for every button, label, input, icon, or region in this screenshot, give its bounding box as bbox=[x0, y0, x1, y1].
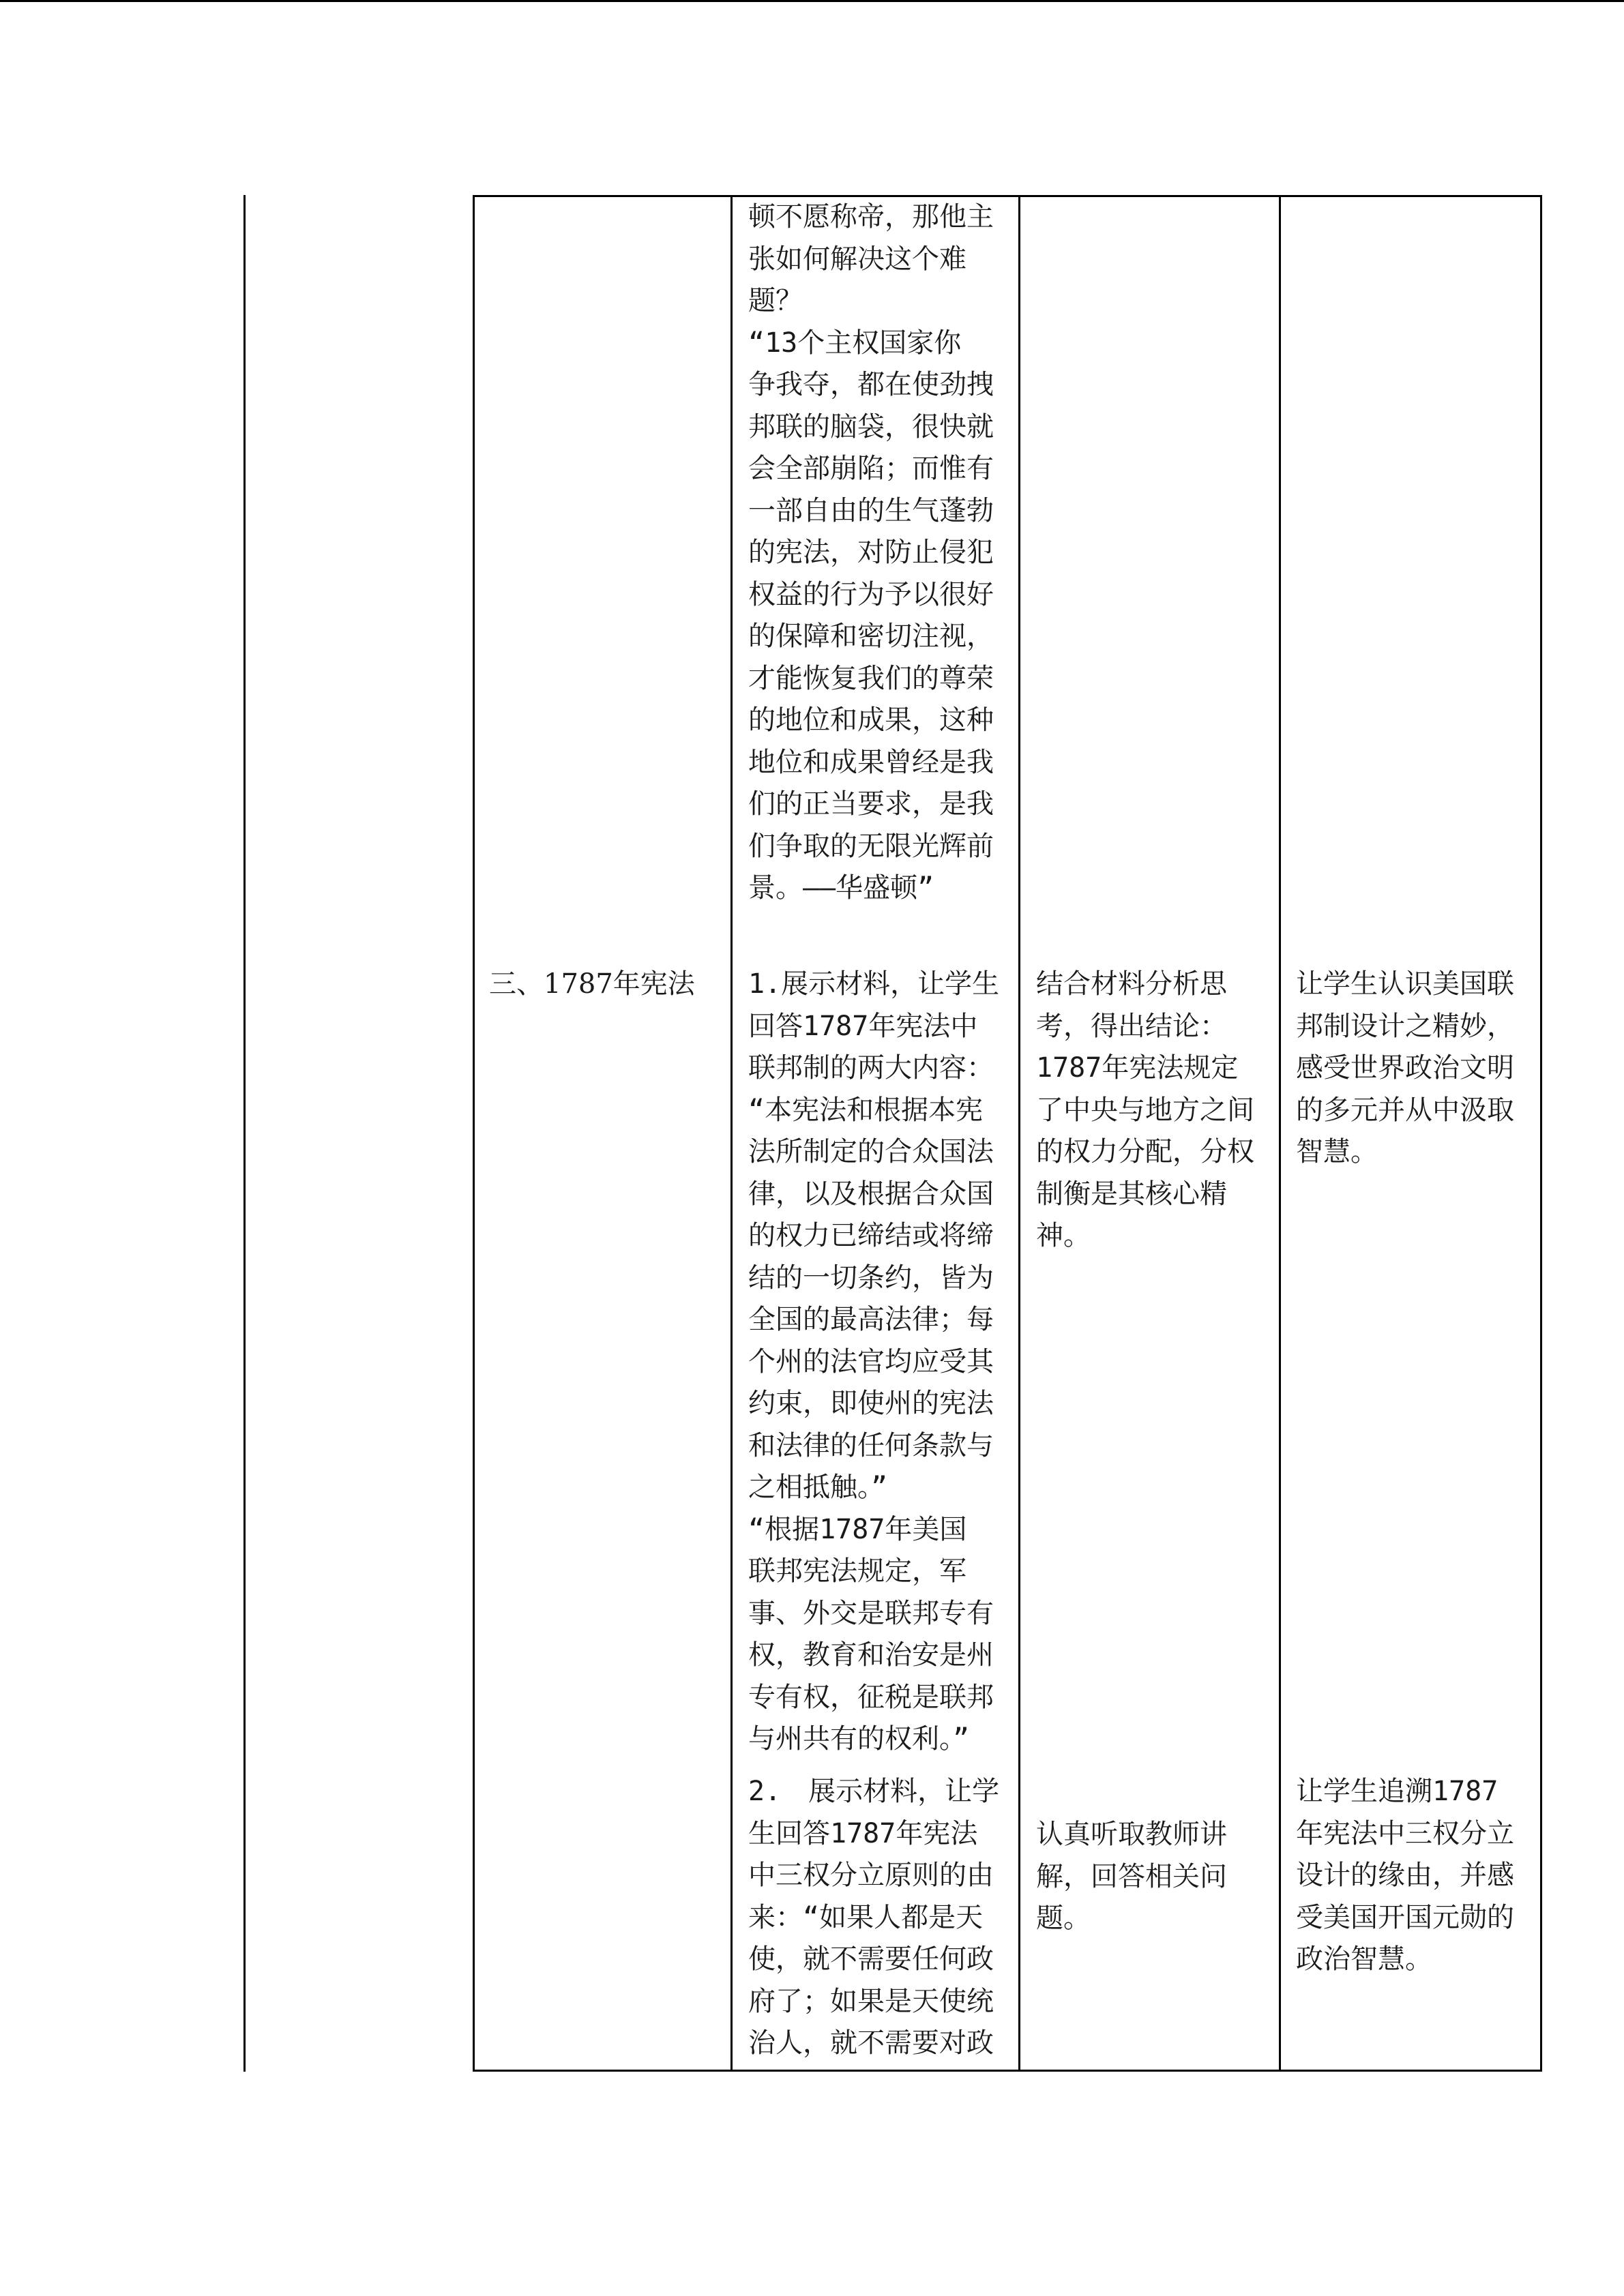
text-line: 全国的最高法律；每 bbox=[748, 1304, 994, 1335]
table-top-border bbox=[473, 195, 1542, 197]
text-line: 1787年宪法规定 bbox=[1036, 1052, 1239, 1084]
text-line: 们的正当要求，是我 bbox=[748, 788, 994, 820]
text-line: 地位和成果曾经是我 bbox=[748, 746, 994, 778]
text-line: 受美国开国元勋的 bbox=[1296, 1901, 1514, 1933]
text-line: 使，就不需要任何政 bbox=[748, 1943, 994, 1975]
text-line: 约束，即使州的宪法 bbox=[748, 1388, 994, 1419]
text-line: 的权力已缔结或将缔 bbox=[748, 1220, 994, 1251]
text-line: “本宪法和根据本宪 bbox=[748, 1094, 984, 1126]
text-line: 才能恢复我们的尊荣 bbox=[748, 662, 994, 694]
purpose-activity-1-text bbox=[1296, 964, 1514, 1174]
text-line: 之相抵触。” bbox=[748, 1472, 888, 1503]
text-line: 法所制定的合众国法 bbox=[748, 1136, 994, 1167]
column-divider-purpose bbox=[1279, 195, 1281, 2072]
text-line: 府了；如果是天使统 bbox=[748, 1985, 994, 2017]
text-line: 年宪法中三权分立 bbox=[1296, 1817, 1514, 1849]
column-divider-teacher bbox=[730, 195, 733, 2072]
text-line: 回答1787年宪法中 bbox=[748, 1010, 978, 1042]
text-line: 结的一切条约，皆为 bbox=[748, 1262, 994, 1294]
text-line: 智慧。 bbox=[1296, 1136, 1378, 1167]
text-line: 神。 bbox=[1036, 1220, 1091, 1251]
text-line: 的宪法，对防止侵犯 bbox=[748, 537, 994, 568]
table-right-border bbox=[1540, 195, 1542, 2072]
text-line: 一部自由的生气蓬勃 bbox=[748, 494, 994, 526]
text-line: 联邦宪法规定，军 bbox=[748, 1555, 966, 1587]
text-line: 题。 bbox=[1036, 1903, 1091, 1934]
text-line: 解，回答相关问 bbox=[1036, 1860, 1227, 1892]
text-line: 和法律的任何条款与 bbox=[748, 1429, 994, 1461]
text-line: 事、外交是联邦专有 bbox=[748, 1597, 994, 1629]
text-line: 权，教育和治安是州 bbox=[748, 1639, 994, 1671]
text-line: 们争取的无限光辉前 bbox=[748, 830, 994, 862]
text-line: 与州共有的权利。” bbox=[748, 1723, 970, 1755]
text-line: 邦联的脑袋，很快就 bbox=[748, 411, 994, 443]
text-line: 顿不愿称帝，那他主 bbox=[748, 201, 994, 233]
text-line: 政治智慧。 bbox=[1296, 1943, 1432, 1975]
text-line: 的权力分配，分权 bbox=[1036, 1136, 1254, 1167]
section-label: 三、1787年宪法 bbox=[489, 968, 695, 1000]
student-activity-2-text bbox=[1036, 1814, 1227, 1940]
teacher-activity-1-text bbox=[748, 964, 999, 1761]
table-left-border bbox=[473, 195, 475, 2072]
text-line: 了中央与地方之间 bbox=[1036, 1094, 1254, 1126]
text-line: 让学生追溯1787 bbox=[1296, 1776, 1498, 1807]
text-line: 专有权，征税是联邦 bbox=[748, 1681, 994, 1713]
text-line: 张如何解决这个难 bbox=[748, 243, 966, 275]
text-line: “根据1787年美国 bbox=[748, 1513, 967, 1545]
text-line: 2. 展示材料，让学 bbox=[748, 1776, 1000, 1807]
table-bottom-border bbox=[473, 2070, 1542, 2072]
text-line: 会全部崩陷；而惟有 bbox=[748, 453, 994, 484]
purpose-activity-2-text bbox=[1296, 1771, 1514, 1981]
text-line: 的保障和密切注视， bbox=[748, 621, 994, 652]
teacher-activity-2-text bbox=[748, 1771, 999, 2065]
text-line: 让学生认识美国联 bbox=[1296, 968, 1514, 1000]
text-line: 中三权分立原则的由 bbox=[748, 1860, 994, 1891]
text-line: 邦制设计之精妙， bbox=[1296, 1010, 1514, 1042]
text-line: 来：“如果人都是天 bbox=[748, 1901, 984, 1933]
text-line: 认真听取教师讲 bbox=[1036, 1819, 1227, 1850]
text-line: 景。——华盛顿” bbox=[748, 872, 934, 904]
column-divider-student bbox=[1018, 195, 1020, 2072]
text-line: 的地位和成果，这种 bbox=[748, 704, 994, 736]
text-line: 制衡是其核心精 bbox=[1036, 1178, 1227, 1210]
text-line: 的多元并从中汲取 bbox=[1296, 1094, 1514, 1126]
text-line: 联邦制的两大内容： bbox=[748, 1052, 994, 1084]
page-top-rule bbox=[0, 0, 1624, 2]
outer-left-border bbox=[243, 195, 246, 2072]
student-activity-1-text bbox=[1036, 964, 1254, 1257]
text-line: 结合材料分析思 bbox=[1036, 968, 1227, 1000]
text-line: 设计的缘由，并感 bbox=[1296, 1860, 1514, 1891]
text-line: 律，以及根据合众国 bbox=[748, 1178, 994, 1210]
text-line: 争我夺，都在使劲拽 bbox=[748, 369, 994, 400]
text-line: 1.展示材料，让学生 bbox=[748, 968, 1000, 1000]
text-line: 考，得出结论： bbox=[1036, 1010, 1227, 1042]
text-line: 题？ bbox=[748, 285, 803, 316]
text-line: 个州的法官均应受其 bbox=[748, 1345, 994, 1377]
text-line: 治人，就不需要对政 bbox=[748, 2027, 994, 2059]
teacher-continuation-text bbox=[748, 196, 994, 910]
text-line: 权益的行为予以很好 bbox=[748, 578, 994, 610]
text-line: 感受世界政治文明 bbox=[1296, 1052, 1514, 1084]
text-line: “13个主权国家你 bbox=[748, 327, 962, 359]
text-line: 生回答1787年宪法 bbox=[748, 1817, 978, 1849]
